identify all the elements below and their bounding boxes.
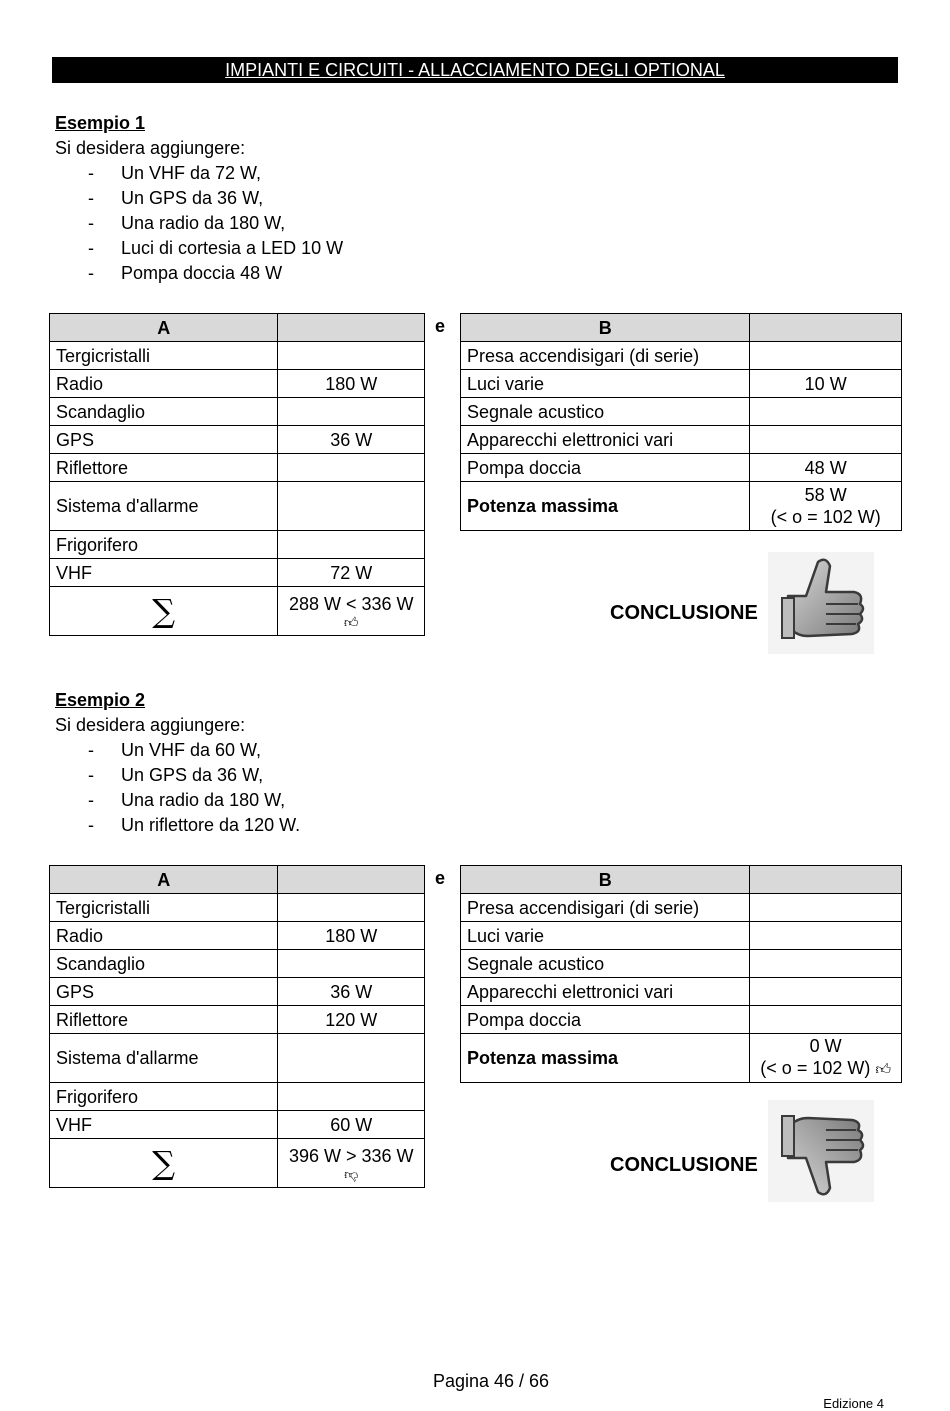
max-power-cell (750, 1034, 902, 1083)
table-row (50, 950, 425, 978)
row-value: 180 W (278, 370, 425, 398)
sum-value: 288 W < 336 W (288, 594, 414, 614)
table-row (461, 370, 902, 398)
row-value (278, 482, 425, 531)
sum-cell (278, 587, 425, 636)
table-header-row (461, 314, 902, 342)
table-row (50, 1111, 425, 1139)
table-row (461, 398, 902, 426)
row-label: Pompa doccia (461, 454, 750, 482)
row-label: Riflettore (50, 1006, 278, 1034)
row-value: 120 W (278, 1006, 425, 1034)
sum-cell (278, 1139, 425, 1188)
thumbs-up-icon (768, 552, 874, 654)
row-label: Radio (50, 370, 278, 398)
row-label: Riflettore (50, 454, 278, 482)
table-row (50, 482, 425, 531)
table-row (461, 1006, 902, 1034)
row-label: Frigorifero (50, 531, 278, 559)
row-label: Presa accendisigari (di serie) (461, 894, 750, 922)
row-label: Scandaglio (50, 950, 278, 978)
edition-label: Edizione 4 (823, 1396, 884, 1411)
row-label: VHF (50, 559, 278, 587)
table-header-row (50, 314, 425, 342)
list-item: - Una radio da 180 W, (55, 788, 300, 813)
page-title-bar (52, 57, 898, 83)
example-2-intro: Si desidera aggiungere: (55, 715, 246, 735)
row-label: Radio (50, 922, 278, 950)
example-1-text (55, 111, 343, 286)
list-item: - Un GPS da 36 W, (55, 763, 300, 788)
sum-row (50, 587, 425, 636)
example-1-heading: Esempio 1 (55, 113, 146, 133)
row-value (750, 398, 902, 426)
table-a-header: A (50, 314, 278, 342)
table-row (461, 454, 902, 482)
example-2-text (55, 688, 300, 838)
row-label: Apparecchi elettronici vari (461, 978, 750, 1006)
max-power-value: 0 W (809, 1036, 842, 1056)
sum-row (50, 1139, 425, 1188)
table-row (50, 922, 425, 950)
list-item: - Un VHF da 72 W, (55, 161, 343, 186)
page-title: IMPIANTI E CIRCUITI - ALLACCIAMENTO DEGLI OPTIONAL (225, 60, 725, 80)
row-value (278, 398, 425, 426)
row-label: Apparecchi elettronici vari (461, 426, 750, 454)
row-value (750, 922, 902, 950)
table-row (50, 978, 425, 1006)
example-2-table-a (49, 865, 425, 1188)
list-item: - Pompa doccia 48 W (55, 261, 343, 286)
row-label: Tergicristalli (50, 894, 278, 922)
conclusion-label: CONCLUSIONE (610, 602, 758, 624)
table-row (50, 1006, 425, 1034)
list-item: - Un VHF da 60 W, (55, 738, 300, 763)
table-row (50, 894, 425, 922)
example-2-heading: Esempio 2 (55, 690, 146, 710)
table-row (461, 950, 902, 978)
row-value (750, 342, 902, 370)
row-value (750, 950, 902, 978)
row-value: 48 W (750, 454, 902, 482)
example-1-table-a (49, 313, 425, 636)
table-row (461, 342, 902, 370)
sum-value: 396 W > 336 W (288, 1146, 414, 1166)
row-value (278, 950, 425, 978)
table-b-header: B (461, 314, 750, 342)
row-value: 60 W (278, 1111, 425, 1139)
row-value: 36 W (278, 978, 425, 1006)
row-label: Segnale acustico (461, 950, 750, 978)
table-row (50, 1083, 425, 1111)
row-label: Scandaglio (50, 398, 278, 426)
row-value (750, 426, 902, 454)
example-1-table-b (460, 313, 902, 531)
row-label: Pompa doccia (461, 1006, 750, 1034)
row-value (278, 454, 425, 482)
row-value (278, 531, 425, 559)
example-1-intro: Si desidera aggiungere: (55, 138, 246, 158)
list-item: - Un riflettore da 120 W. (55, 813, 300, 838)
max-power-value: 58 W (804, 485, 847, 505)
row-value (278, 1034, 425, 1083)
max-power-label: Potenza massima (461, 1034, 750, 1083)
example-1-list (55, 161, 343, 286)
table-row (461, 922, 902, 950)
example-2-table-b (460, 865, 902, 1083)
sigma-symbol: ∑ (50, 1139, 278, 1188)
thumbs-down-icon (768, 1100, 874, 1202)
page-number: Pagina 46 / 66 (432, 1371, 550, 1391)
max-power-cell (750, 482, 902, 531)
table-header-row (461, 866, 902, 894)
row-label: GPS (50, 978, 278, 1006)
sigma-symbol: ∑ (50, 587, 278, 636)
table-row (50, 559, 425, 587)
thumbs-up-icon: 👍︎ (343, 614, 359, 630)
table-row (50, 454, 425, 482)
row-label: GPS (50, 426, 278, 454)
row-label: Luci varie (461, 370, 750, 398)
list-item: - Un GPS da 36 W, (55, 186, 343, 211)
row-value: 36 W (278, 426, 425, 454)
row-value (750, 894, 902, 922)
max-power-limit: (< o = 102 W) (760, 1058, 871, 1078)
row-label: VHF (50, 1111, 278, 1139)
row-label: Sistema d'allarme (50, 482, 278, 531)
list-item: - Una radio da 180 W, (55, 211, 343, 236)
row-label: Tergicristalli (50, 342, 278, 370)
row-value (278, 894, 425, 922)
max-power-row (461, 482, 902, 531)
row-label: Frigorifero (50, 1083, 278, 1111)
max-power-row (461, 1034, 902, 1083)
table-row (50, 342, 425, 370)
table-a-header: A (50, 866, 278, 894)
list-item: - Luci di cortesia a LED 10 W (55, 236, 343, 261)
table-row (50, 1034, 425, 1083)
conclusion-label: CONCLUSIONE (610, 1154, 758, 1176)
table-header-row (50, 866, 425, 894)
row-label: Segnale acustico (461, 398, 750, 426)
table-row (461, 978, 902, 1006)
table-row (50, 531, 425, 559)
table-row (461, 894, 902, 922)
row-value (750, 978, 902, 1006)
row-value: 180 W (278, 922, 425, 950)
table-row (461, 426, 902, 454)
example-2-list (55, 738, 300, 838)
row-label: Sistema d'allarme (50, 1034, 278, 1083)
row-value (750, 1006, 902, 1034)
thumbs-down-icon: 👎︎ (344, 1166, 359, 1182)
row-value (278, 1083, 425, 1111)
thumbs-up-icon: 👍︎ (875, 1061, 892, 1078)
max-power-limit: (< o = 102 W) (770, 507, 881, 527)
max-power-label: Potenza massima (461, 482, 750, 531)
table-b-header: B (461, 866, 750, 894)
table-row (50, 426, 425, 454)
table-row (50, 370, 425, 398)
row-label: Luci varie (461, 922, 750, 950)
row-value: 10 W (750, 370, 902, 398)
row-label: Presa accendisigari (di serie) (461, 342, 750, 370)
separator-e: e (435, 316, 446, 336)
table-row (50, 398, 425, 426)
row-value: 72 W (278, 559, 425, 587)
row-value (278, 342, 425, 370)
separator-e: e (435, 868, 446, 888)
